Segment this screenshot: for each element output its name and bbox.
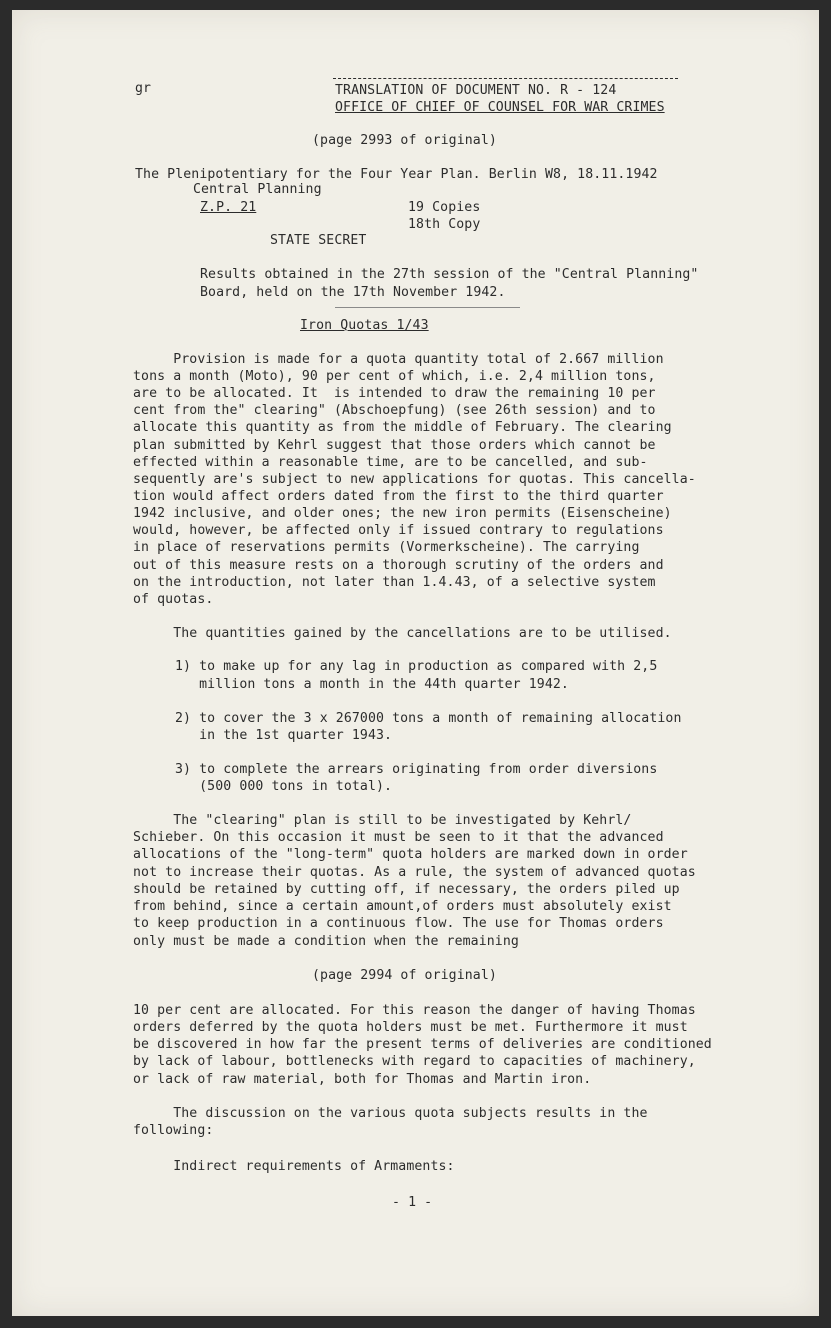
central-planning-label: Central Planning	[193, 182, 322, 197]
letterhead-line: The Plenipotentiary for the Four Year Plan. Berlin W8, 18.11.1942	[135, 167, 658, 182]
paragraph-indirect-requirements: Indirect requirements of Armaments:	[133, 1159, 455, 1174]
page-number: - 1 -	[392, 1195, 433, 1210]
header-dashed-rule	[333, 78, 678, 79]
section-title: Iron Quotas 1/43	[300, 318, 429, 333]
list-item: 1) to make up for any lag in production as compared with 2,5	[175, 659, 658, 674]
list-item: 2) to cover the 3 x 267000 tons a month of remaining allocation	[175, 711, 682, 726]
page-reference-2994: (page 2994 of original)	[312, 968, 497, 983]
office-title: OFFICE OF CHIEF OF COUNSEL FOR WAR CRIMES	[335, 100, 665, 115]
classification-label: STATE SECRET	[270, 233, 367, 248]
copies-count: 19 Copies	[408, 200, 481, 215]
typist-initials: gr	[135, 81, 152, 96]
translation-title: TRANSLATION OF DOCUMENT NO. R - 124	[335, 83, 617, 98]
paragraph-quantities: The quantities gained by the cancellations are to be utilised.	[133, 626, 672, 641]
copy-number: 18th Copy	[408, 217, 481, 232]
subject-line-1: Results obtained in the 27th session of the "Central Planning"	[200, 267, 699, 282]
subject-line-2: Board, held on the 17th November 1942.	[200, 285, 506, 300]
subject-divider	[335, 307, 520, 308]
reference-number: Z.P. 21	[200, 200, 257, 215]
page-reference-2993: (page 2993 of original)	[312, 133, 497, 148]
list-item: 3) to complete the arrears originating from order diversions	[175, 762, 658, 777]
